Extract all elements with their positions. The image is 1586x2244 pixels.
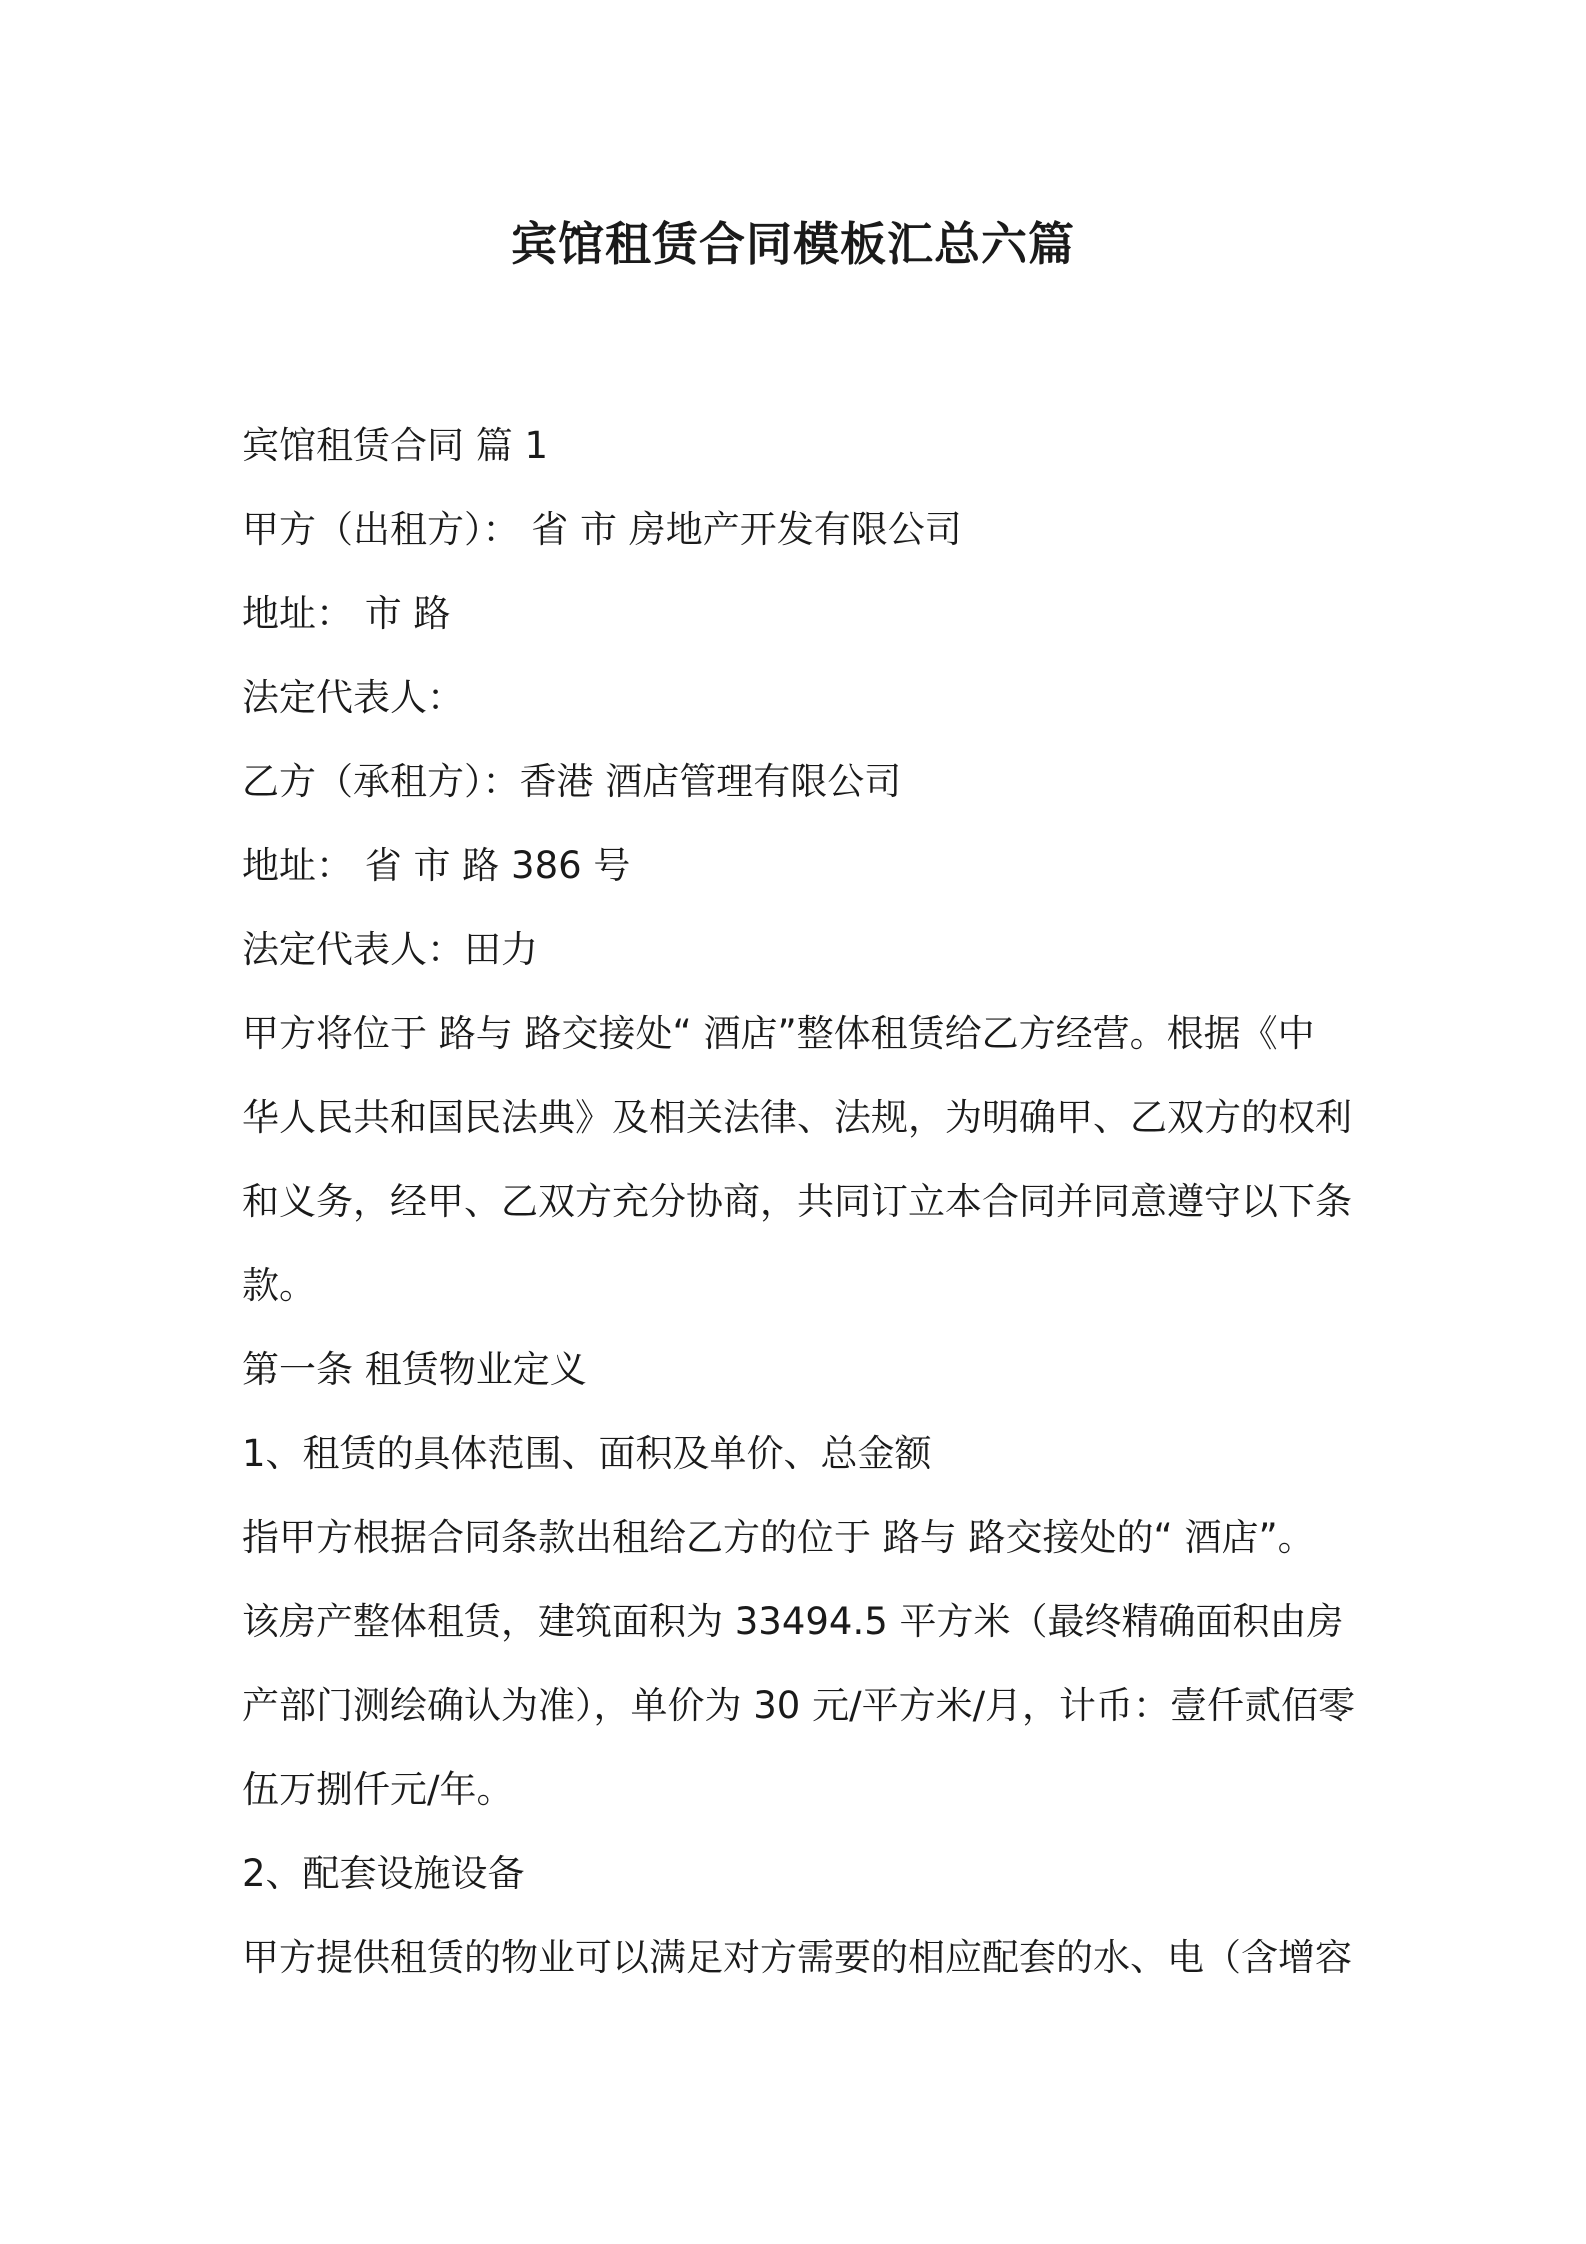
clause-heading: 2、配套设施设备: [242, 1852, 525, 1895]
party-a-representative: 法定代表人：: [242, 676, 464, 719]
document-title: 宾馆租赁合同模板汇总六篇: [511, 217, 1075, 271]
clause-heading: 1、租赁的具体范围、面积及单价、总金额: [242, 1432, 932, 1475]
article-heading: 第一条 租赁物业定义: [242, 1348, 587, 1391]
party-a-address: 地址： 市 路: [242, 592, 451, 635]
paragraph-line: 华人民共和国民法典》及相关法律、法规，为明确甲、乙双方的权利: [242, 1096, 1352, 1139]
paragraph-line: 指甲方根据合同条款出租给乙方的位于 路与 路交接处的“ 酒店”。: [242, 1516, 1315, 1559]
paragraph-line: 和义务，经甲、乙双方充分协商，共同订立本合同并同意遵守以下条: [242, 1180, 1352, 1223]
paragraph-line: 甲方将位于 路与 路交接处“ 酒店”整体租赁给乙方经营。根据《中: [242, 1012, 1315, 1055]
party-b-representative: 法定代表人：田力: [242, 928, 538, 971]
paragraph-line: 伍万捌仟元/年。: [242, 1768, 514, 1811]
section-heading: 宾馆租赁合同 篇 1: [242, 424, 549, 467]
paragraph-line: 甲方提供租赁的物业可以满足对方需要的相应配套的水、电（含增容: [242, 1936, 1352, 1979]
party-b-line: 乙方（承租方）：香港 酒店管理有限公司: [242, 760, 902, 803]
document-body: [242, 404, 1362, 2000]
paragraph-line: 该房产整体租赁，建筑面积为 33494.5 平方米（最终精确面积由房: [242, 1600, 1344, 1643]
paragraph-line: 产部门测绘确认为准），单价为 30 元/平方米/月，计币：壹仟贰佰零: [242, 1684, 1356, 1727]
party-a-line: 甲方（出租方）： 省 市 房地产开发有限公司: [242, 508, 962, 551]
party-b-address: 地址： 省 市 路 386 号: [242, 844, 631, 887]
paragraph-line: 款。: [242, 1264, 316, 1307]
